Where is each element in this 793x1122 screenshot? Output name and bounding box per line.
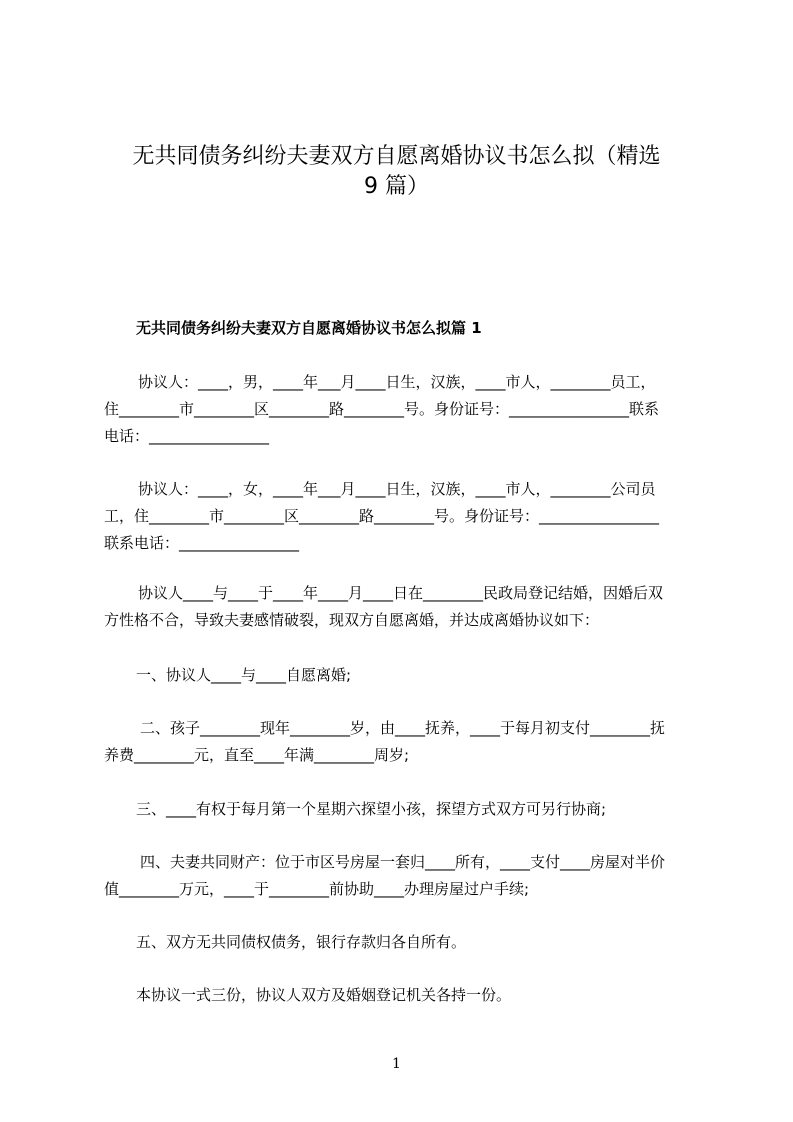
text-line: 本协议一式三份，协议人双方及婚姻登记机关各持一份。 [136,986,512,1004]
paragraph-party-female [104,477,704,555]
page-number: 1 [392,1056,401,1072]
text-line: 五、双方无共同债权债务，银行存款归各自所有。 [136,933,467,951]
text-line: 方性格不合，导致夫妻感情破裂，现双方自愿离婚，并达成离婚协议如下： [104,611,600,629]
text-line: 协议人：____，男，____年___月____日生，汉族，____市人，________员工， [138,373,656,391]
clause-2 [104,716,704,767]
text-line: 联系电话：________________ [104,534,300,552]
document-title [80,142,713,202]
text-line: 四、夫妻共同财产：位于市区号房屋一套归____所有，____支付____房屋对半价 [140,853,666,871]
text-line: 电话：________________ [104,427,270,445]
title-line-2: 9 篇） [364,174,429,199]
closing-paragraph [104,983,704,1007]
text-line: 三、____有权于每月第一个星期六探望小孩，探望方式双方可另行协商; [136,800,607,818]
title-line-1: 无共同债务纠纷夫妻双方自愿离婚协议书怎么拟（精选 [132,144,661,169]
text-line: 养费________元，直至____年满________周岁; [104,746,410,764]
text-line: 住________市________区________路________号。身份证号：________________联系 [104,400,660,418]
text-line: 值________万元，____于________前协助____办理房屋过户手续; [104,880,530,898]
text-line: 协议人：____，女，____年___月____日生，汉族，____市人，________公司员 [138,480,656,498]
clause-3 [104,797,704,821]
clause-1 [104,663,704,687]
paragraph-party-male [104,370,704,448]
clause-5 [104,930,704,954]
text-line: 协议人____与____于____年____月____日在________民政局登记结婚，因婚后双 [138,584,664,602]
paragraph-marriage-info [104,581,704,632]
text-line: 二、孩子________现年________岁，由____抚养，____于每月初支付________抚 [140,719,666,737]
clause-4 [104,850,704,901]
section-heading: 无共同债务纠纷夫妻双方自愿离婚协议书怎么拟篇 1 [136,319,482,337]
text-line: 工，住________市________区________路________号。身份证号：________________ [104,507,660,525]
text-line: 一、协议人____与____自愿离婚; [136,666,352,684]
